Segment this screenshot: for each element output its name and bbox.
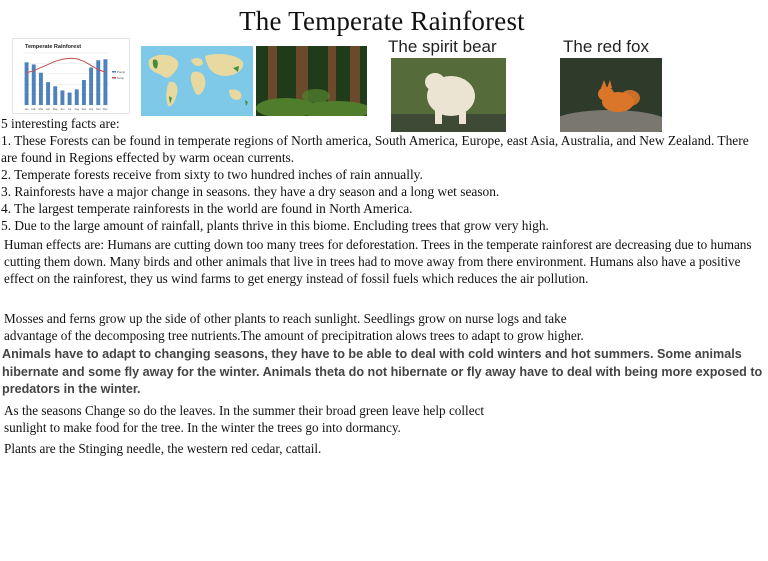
climate-chart-svg — [13, 39, 131, 115]
page-title-text: The Temperate Rainforest — [239, 6, 525, 36]
chart-x-tick: May — [52, 108, 58, 111]
chart-x-tick: Aug — [74, 108, 80, 111]
chart-legend-label: Precip — [117, 70, 125, 74]
chart-bar-oct — [89, 68, 93, 105]
chart-x-tick: Feb — [31, 108, 36, 111]
fox-head — [598, 87, 614, 101]
spirit-bear-caption: The spirit bear — [388, 37, 497, 56]
leaves-line: sunlight to make food for the tree. In the winter the trees go into dormancy. — [4, 420, 401, 435]
bear-head — [425, 73, 445, 91]
facts-section — [1, 115, 765, 234]
facts-heading: 5 interesting facts are: — [1, 116, 120, 131]
fox-body-second — [620, 90, 640, 106]
page-title — [0, 6, 768, 37]
chart-x-tick: Sep — [81, 108, 87, 111]
chart-x-tick: Jul — [67, 108, 72, 111]
chart-bar-aug — [75, 89, 79, 105]
chart-bar-jul — [68, 93, 72, 105]
mosses-line: advantage of the decomposing tree nutrients.The amount of precipitration alows trees to adapt to grow higher. — [4, 328, 584, 343]
fern — [302, 89, 330, 103]
chart-bar-dec — [103, 59, 107, 105]
human-effects-paragraph: Human effects are: Humans are cutting down too many trees for deforestation. Trees in the temperate rainforest are decreasing due to humans cutting them down. Many birds and other animals that live in trees had to move away from there environment. Humans also have a positive effect on the rainforest, they us wind farms to get energy instead of fossil fuels which reduces the air pollution. — [4, 237, 752, 287]
chart-bar-nov — [96, 60, 100, 105]
chart-title: Temperate Rainforest — [25, 44, 82, 50]
chart-bar-sep — [82, 80, 86, 105]
climate-chart — [12, 38, 130, 114]
leaves-paragraph — [4, 402, 764, 436]
chart-bar-jun — [60, 90, 64, 105]
mosses-paragraph — [4, 310, 764, 344]
fact-item: 1. These Forests can be found in temperate regions of North america, South America, Europe, east Asia, Australia, and New Zealand. There are found in Regions effected by warm ocean currents. — [1, 133, 749, 165]
chart-bar-mar — [39, 73, 43, 105]
fact-item: 4. The largest temperate rainforests in the world are found in North America. — [1, 201, 413, 216]
chart-legend-swatch — [112, 77, 116, 79]
fact-item: 2. Temperate forests receive from sixty to two hundred inches of rain annually. — [1, 167, 423, 182]
plants-paragraph: Plants are the Stinging needle, the western red cedar, cattail. — [4, 441, 322, 456]
mosses-line: Mosses and ferns grow up the side of other plants to reach sunlight. Seedlings grow on nurse logs and take — [4, 311, 567, 326]
leaves-line: As the seasons Change so do the leaves. In the summer their broad green leave help collect — [4, 403, 485, 418]
chart-bar-apr — [46, 82, 50, 105]
chart-x-tick: Nov — [95, 108, 101, 111]
chart-x-tick: Mar — [38, 108, 44, 111]
forest-photo — [256, 46, 367, 116]
chart-x-tick: Jan — [24, 108, 29, 111]
red-fox-caption: The red fox — [563, 37, 649, 56]
fact-item: 5. Due to the large amount of rainfall, plants thrive in this biome. Encluding trees that grow very high. — [1, 218, 549, 233]
tree-trunk — [350, 46, 360, 110]
fact-item: 3. Rainforests have a major change in seasons. they have a dry season and a long wet season. — [1, 184, 500, 199]
chart-x-tick: Jun — [60, 108, 65, 111]
chart-bar-jan — [25, 62, 29, 105]
chart-x-tick: Apr — [46, 108, 51, 111]
chart-x-tick: Dec — [103, 108, 108, 111]
chart-x-tick: Oct — [89, 108, 94, 111]
chart-legend-label: Temp — [117, 76, 124, 80]
chart-legend-swatch — [112, 71, 116, 73]
tree-trunk — [268, 46, 277, 106]
chart-bar-may — [53, 86, 57, 105]
chart-series-temperature-line — [27, 58, 106, 73]
world-map-image — [141, 46, 253, 116]
animals-paragraph: Animals have to adapt to changing seasons, they have to be able to deal with cold winters and hot summers. Some animals hibernate and some fly away for the winter. Animals theta do not hibernate or fly away have to deal with being more exposed to predators in the winter. — [2, 347, 763, 396]
